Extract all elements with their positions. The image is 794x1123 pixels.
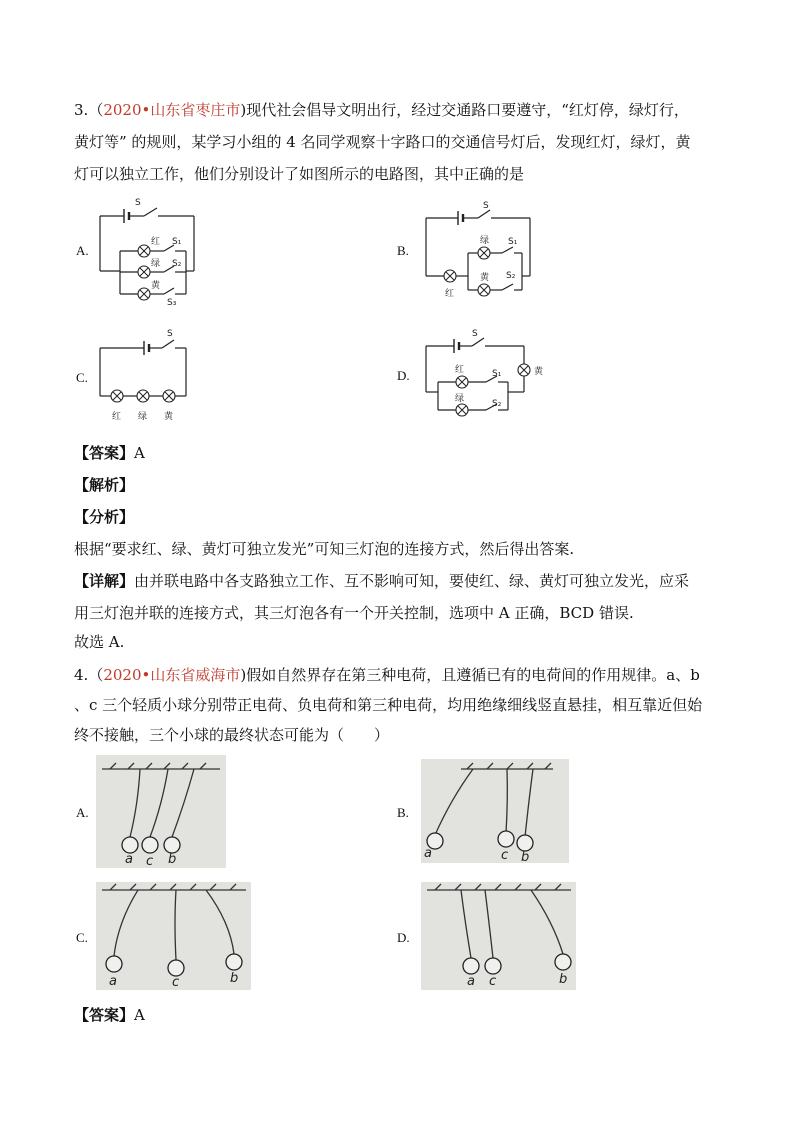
svg-text:S₁: S₁ xyxy=(508,237,518,247)
svg-text:红: 红 xyxy=(112,412,122,422)
q3-answer xyxy=(74,443,145,463)
svg-text:c: c xyxy=(146,854,154,868)
q3-option-a-label[interactable]: A. xyxy=(76,243,89,258)
q3-answer-value: A xyxy=(134,444,145,462)
q3-fenxi-tag: 【分析】 xyxy=(74,508,135,526)
svg-text:a: a xyxy=(424,846,432,861)
svg-text:b: b xyxy=(230,971,239,986)
svg-text:S: S xyxy=(483,201,489,211)
q3-option-b-label[interactable]: B. xyxy=(397,243,409,258)
q3-number: 3. xyxy=(74,101,89,119)
svg-text:S₁: S₁ xyxy=(492,369,502,379)
q3-detail-line-1: 【详解】由并联电路中各支路独立工作、互不影响可知，要使红、绿、黄灯可独立发光，应采 xyxy=(74,572,690,590)
svg-text:红: 红 xyxy=(455,365,465,375)
q4-answer xyxy=(74,1005,145,1025)
q4-figure-b xyxy=(421,759,569,863)
q4-number: 4. xyxy=(74,666,89,684)
svg-text:S: S xyxy=(135,198,141,208)
svg-text:红: 红 xyxy=(445,289,455,299)
q3-stem-text-1: 现代社会倡导文明出行，经过交通路口要遵守，“红灯停，绿灯行， xyxy=(246,101,689,119)
svg-text:S₂: S₂ xyxy=(506,271,516,281)
q4-answer-value: A xyxy=(134,1006,145,1024)
q4-source: 2020•山东省威海市 xyxy=(103,666,241,684)
svg-text:红: 红 xyxy=(151,237,161,247)
svg-text:S: S xyxy=(167,329,173,339)
svg-text:黄: 黄 xyxy=(534,367,544,377)
svg-text:绿: 绿 xyxy=(480,236,490,246)
svg-text:S₁: S₁ xyxy=(172,237,182,247)
q4-option-d-label[interactable]: D. xyxy=(397,930,410,945)
svg-text:b: b xyxy=(168,852,177,867)
q3-detail-tag: 【详解】 xyxy=(74,572,135,590)
q4-figure-a xyxy=(96,755,226,868)
svg-text:S₂: S₂ xyxy=(492,399,502,409)
q3-stem-line-2: 黄灯等” 的规则，某学习小组的 4 名同学观察十字路口的交通信号灯后，发现红灯，绿灯，黄 xyxy=(74,133,691,151)
q4-stem-line-1: 4.（2020•山东省威海市)假如自然界存在第三种电荷，且遵循已有的电荷间的作用规律。a、b xyxy=(74,666,700,684)
svg-text:S₃: S₃ xyxy=(167,298,177,306)
q3-stem-line-3: 灯可以独立工作，他们分别设计了如图所示的电路图，其中正确的是 xyxy=(74,165,525,183)
svg-text:c: c xyxy=(501,848,509,863)
svg-text:黄: 黄 xyxy=(480,273,490,283)
svg-text:b: b xyxy=(521,850,530,863)
q4-stem-text-1: 假如自然界存在第三种电荷，且遵循已有的电荷间的作用规律。a、b xyxy=(246,666,700,684)
q4-option-b-label[interactable]: B. xyxy=(397,805,409,820)
svg-text:c: c xyxy=(172,975,180,990)
q4-option-c-label[interactable]: C. xyxy=(76,930,88,945)
q3-detail-line-2: 用三灯泡并联的连接方式，其三灯泡各有一个开关控制，选项中 A 正确，BCD 错误. xyxy=(74,604,634,622)
svg-text:a: a xyxy=(125,852,133,867)
svg-text:a: a xyxy=(109,974,117,989)
q3-stem-line-1: 3.（2020•山东省枣庄市)现代社会倡导文明出行，经过交通路口要遵守，“红灯停，绿灯行， xyxy=(74,101,689,119)
q3-conclusion: 故选 A. xyxy=(74,633,125,651)
svg-text:黄: 黄 xyxy=(164,412,174,422)
svg-text:绿: 绿 xyxy=(138,412,148,422)
q3-circuit-c xyxy=(94,328,194,424)
q3-fenxi-text: 根据“要求红、绿、黄灯可独立发光”可知三灯泡的连接方式，然后得出答案. xyxy=(74,540,575,558)
svg-text:S: S xyxy=(472,329,478,339)
q3-option-c-label[interactable]: C. xyxy=(76,370,88,385)
svg-text:黄: 黄 xyxy=(151,281,161,291)
q4-stem-line-3: 终不接触，三个小球的最终状态可能为（ ） xyxy=(74,726,390,744)
svg-text:a: a xyxy=(467,974,475,989)
q4-answer-tag: 【答案】 xyxy=(74,1006,135,1024)
q3-circuit-d xyxy=(420,326,560,426)
q3-answer-tag: 【答案】 xyxy=(74,444,135,462)
svg-text:S₂: S₂ xyxy=(172,259,182,269)
q4-figure-d xyxy=(421,882,576,990)
q4-stem-line-2: 、c 三个轻质小球分别带正电荷、负电荷和第三种电荷，均用绝缘细线竖直悬挂，相互靠近但始 xyxy=(74,696,703,714)
q3-option-d-label[interactable]: D. xyxy=(397,368,410,383)
q4-figure-c xyxy=(96,882,251,990)
svg-text:绿: 绿 xyxy=(151,259,161,269)
q3-analysis-tag: 【解析】 xyxy=(74,476,135,494)
svg-text:b: b xyxy=(559,972,568,987)
q4-option-a-label[interactable]: A. xyxy=(76,805,89,820)
q3-source: 2020•山东省枣庄市 xyxy=(103,101,241,119)
q3-circuit-b xyxy=(420,198,540,302)
svg-text:绿: 绿 xyxy=(455,394,465,404)
svg-text:c: c xyxy=(489,974,497,989)
q3-circuit-a xyxy=(94,194,206,306)
